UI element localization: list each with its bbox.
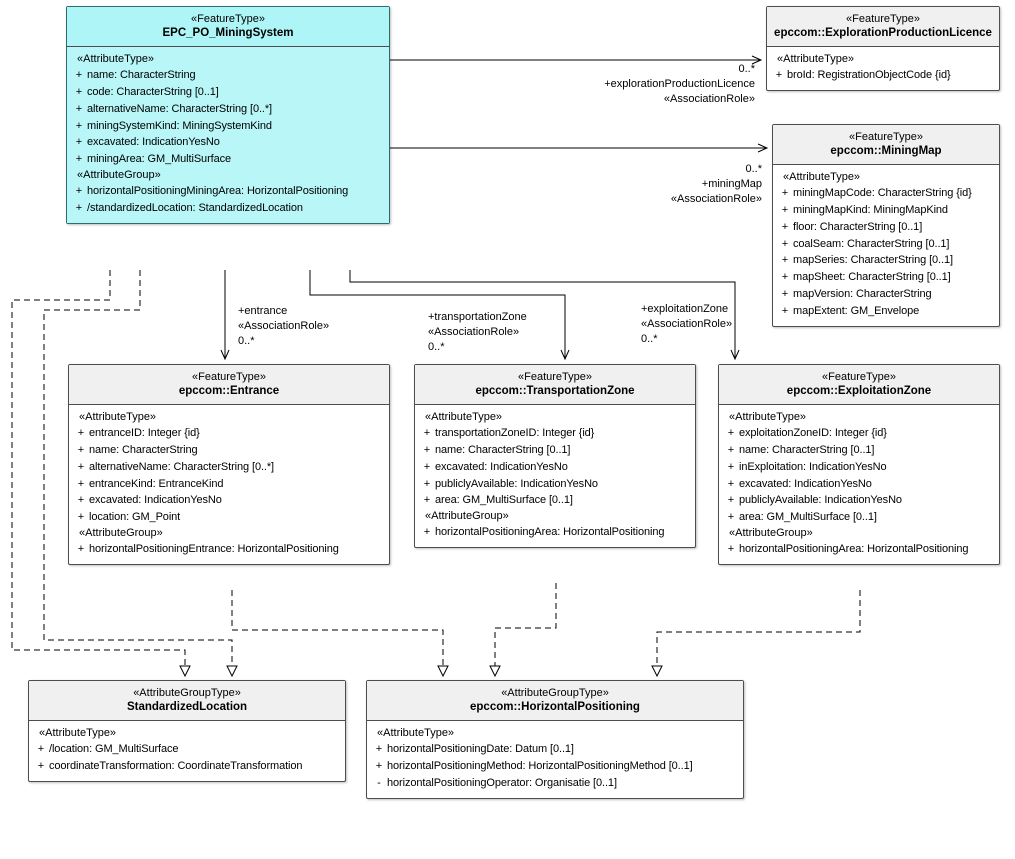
class-header	[69, 365, 389, 405]
class-name: epccom::Entrance	[178, 385, 280, 397]
attribute-text: broId: RegistrationObjectCode {id}	[787, 69, 951, 81]
role-stereotype: «AssociationRole»	[670, 192, 762, 205]
visibility: +	[375, 743, 383, 755]
visibility: +	[727, 511, 735, 524]
visibility: +	[75, 69, 83, 81]
visibility: +	[775, 69, 783, 81]
role-stereotype: «AssociationRole»	[428, 325, 520, 338]
attribute-row	[71, 200, 385, 217]
attribute-text: transportationZoneID: Integer {id}	[435, 427, 595, 439]
attribute-row	[777, 185, 995, 202]
role-name: +entrance	[238, 305, 288, 317]
role-stereotype: «AssociationRole»	[663, 92, 755, 105]
role-name: +explorationProductionLicence	[604, 77, 755, 90]
class-stereotype: «AttributeGroupType»	[501, 687, 609, 699]
attribute-text: miningMapCode: CharacterString {id}	[793, 187, 972, 199]
attribute-row	[33, 741, 341, 758]
class-name: epccom::ExploitationZone	[786, 385, 932, 397]
attribute-group-heading: «AttributeGroup»	[79, 527, 163, 540]
attribute-text: miningArea: GM_MultiSurface	[87, 153, 232, 166]
attribute-text: horizontalPositioningArea: HorizontalPositioning	[435, 526, 665, 539]
visibility: +	[727, 460, 735, 473]
attribute-row	[71, 118, 385, 135]
attribute-text: name: CharacterString [0..1]	[739, 443, 875, 456]
visibility: +	[77, 494, 85, 507]
edge-label-mining-map	[580, 162, 762, 207]
attribute-text: horizontalPositioningDate: Datum [0..1]	[387, 743, 574, 755]
multiplicity: 0..*	[745, 163, 762, 175]
visibility: +	[781, 288, 789, 301]
visibility: +	[727, 543, 735, 556]
visibility: +	[37, 743, 45, 755]
role-stereotype: «AssociationRole»	[238, 319, 330, 332]
attribute-text: area: GM_MultiSurface [0..1]	[435, 494, 573, 507]
class-stereotype: «FeatureType»	[518, 371, 592, 383]
attribute-row	[723, 425, 995, 442]
attribute-text: horizontalPositioningOperator: Organisatie [0..1]	[387, 776, 617, 789]
attribute-text: horizontalPositioningMiningArea: HorizontalPositioning	[87, 185, 349, 198]
attribute-row	[71, 67, 385, 84]
attribute-text: horizontalPositioningArea: HorizontalPositioning	[739, 543, 969, 556]
visibility: +	[727, 477, 735, 490]
visibility: +	[423, 526, 431, 539]
visibility: +	[423, 460, 431, 473]
attribute-group-heading: «AttributeGroup»	[729, 527, 813, 540]
attribute-row	[73, 509, 385, 526]
visibility: +	[423, 443, 431, 456]
attribute-group-heading: «AttributeType»	[377, 727, 455, 739]
attribute-text: entranceID: Integer {id}	[89, 427, 200, 439]
attribute-text: mapVersion: CharacterString	[793, 288, 932, 301]
attribute-text: alternativeName: CharacterString [0..*]	[87, 102, 273, 115]
attribute-row	[73, 442, 385, 459]
class-header	[67, 7, 389, 47]
class-epc-po-miningsystem[interactable]	[66, 6, 390, 224]
attribute-group-heading: «AttributeGroup»	[77, 169, 161, 182]
attribute-text: coordinateTransformation: CoordinateTransformation	[49, 759, 303, 772]
edge-label-transportation-zone	[428, 310, 527, 355]
attribute-row	[723, 541, 995, 558]
role-name: +miningMap	[701, 177, 762, 190]
class-body	[67, 47, 389, 223]
visibility: +	[75, 185, 83, 198]
attribute-row	[723, 492, 995, 509]
attribute-row	[371, 758, 739, 775]
attribute-row	[777, 269, 995, 286]
attribute-row	[777, 303, 995, 320]
attribute-text: publiclyAvailable: IndicationYesNo	[739, 494, 902, 507]
class-name: epccom::TransportationZone	[475, 385, 635, 397]
attribute-row	[723, 442, 995, 459]
attribute-row	[777, 252, 995, 269]
visibility: +	[781, 220, 789, 233]
class-body	[415, 405, 695, 547]
attribute-text: excavated: IndicationYesNo	[89, 494, 222, 507]
attribute-text: excavated: IndicationYesNo	[435, 460, 568, 473]
attribute-row	[371, 775, 739, 792]
role-name: +exploitationZone	[641, 303, 729, 315]
attribute-text: /location: GM_MultiSurface	[49, 743, 179, 755]
multiplicity: 0..*	[641, 332, 658, 345]
attribute-row	[73, 476, 385, 493]
attribute-row	[73, 492, 385, 509]
class-stereotype: «FeatureType»	[822, 371, 896, 383]
attribute-row	[71, 134, 385, 151]
attribute-row	[419, 459, 691, 476]
class-header	[773, 125, 999, 165]
attribute-group-heading: «AttributeGroup»	[425, 510, 509, 523]
class-name: StandardizedLocation	[126, 701, 248, 713]
class-body	[69, 405, 389, 564]
attribute-text: name: CharacterString [0..1]	[435, 443, 571, 456]
attribute-row	[723, 459, 995, 476]
role-stereotype: «AssociationRole»	[641, 317, 733, 330]
edge-label-exploration-production-licence	[560, 62, 755, 107]
attribute-group-heading: «AttributeType»	[777, 53, 855, 65]
edge-label-exploitation-zone	[641, 302, 732, 347]
attribute-row	[71, 101, 385, 118]
visibility: -	[377, 776, 381, 789]
visibility: +	[75, 102, 83, 115]
class-stereotype: «AttributeGroupType»	[133, 687, 241, 699]
attribute-text: publiclyAvailable: IndicationYesNo	[435, 477, 598, 490]
attribute-row	[71, 84, 385, 101]
class-exploitation-zone[interactable]	[718, 364, 1000, 565]
attribute-text: location: GM_Point	[89, 511, 181, 524]
class-entrance[interactable]	[68, 364, 390, 565]
multiplicity: 0..*	[238, 334, 255, 347]
visibility: +	[781, 187, 789, 199]
attribute-group-heading: «AttributeType»	[783, 171, 861, 183]
class-name: epccom::ExplorationProductionLicence	[774, 27, 992, 39]
class-transportation-zone[interactable]	[414, 364, 696, 548]
attribute-row	[73, 541, 385, 558]
visibility: +	[77, 460, 85, 473]
attribute-text: floor: CharacterString [0..1]	[793, 220, 923, 233]
attribute-text: entranceKind: EntranceKind	[89, 477, 224, 490]
visibility: +	[75, 136, 83, 149]
attribute-row	[419, 492, 691, 509]
attribute-text: excavated: IndicationYesNo	[739, 477, 872, 490]
visibility: +	[781, 237, 789, 250]
visibility: +	[781, 271, 789, 284]
visibility: +	[727, 443, 735, 456]
visibility: +	[727, 427, 735, 439]
class-header	[719, 365, 999, 405]
attribute-row	[73, 459, 385, 476]
attribute-row	[723, 509, 995, 526]
visibility: +	[75, 85, 83, 98]
visibility: +	[77, 427, 85, 439]
class-name: EPC_PO_MiningSystem	[162, 27, 294, 39]
class-header	[367, 681, 743, 721]
visibility: +	[727, 494, 735, 507]
visibility: +	[75, 201, 83, 214]
attribute-text: area: GM_MultiSurface [0..1]	[739, 511, 877, 524]
attribute-text: horizontalPositioningMethod: HorizontalPositioningMethod [0..1]	[387, 759, 693, 772]
class-mining-map[interactable]	[772, 124, 1000, 327]
visibility: +	[77, 511, 85, 524]
attribute-text: alternativeName: CharacterString [0..*]	[89, 460, 275, 473]
attribute-row	[771, 67, 995, 84]
class-name: epccom::HorizontalPositioning	[470, 701, 640, 713]
class-stereotype: «FeatureType»	[192, 371, 266, 383]
class-stereotype: «FeatureType»	[849, 131, 923, 143]
visibility: +	[781, 254, 789, 267]
visibility: +	[75, 119, 83, 132]
attribute-group-heading: «AttributeType»	[425, 411, 503, 423]
visibility: +	[77, 543, 85, 556]
attribute-text: name: CharacterString	[87, 69, 196, 81]
attribute-text: miningMapKind: MiningMapKind	[793, 203, 948, 216]
class-body	[773, 165, 999, 326]
class-stereotype: «FeatureType»	[846, 13, 920, 25]
attribute-group-heading: «AttributeType»	[79, 411, 157, 423]
class-header	[415, 365, 695, 405]
visibility: +	[423, 477, 431, 490]
attribute-row	[419, 476, 691, 493]
class-name: epccom::MiningMap	[830, 145, 942, 157]
attribute-group-heading: «AttributeType»	[729, 411, 807, 423]
multiplicity: 0..*	[428, 340, 445, 353]
attribute-text: mapSheet: CharacterString [0..1]	[793, 271, 951, 284]
attribute-row	[777, 219, 995, 236]
visibility: +	[781, 203, 789, 216]
attribute-text: /standardizedLocation: StandardizedLocation	[87, 201, 303, 214]
attribute-text: mapExtent: GM_Envelope	[793, 304, 920, 317]
role-name: +transportationZone	[428, 311, 527, 323]
multiplicity: 0..*	[738, 63, 755, 75]
class-body	[719, 405, 999, 564]
class-body	[29, 721, 345, 781]
visibility: +	[423, 494, 431, 507]
attribute-text: exploitationZoneID: Integer {id}	[739, 427, 887, 439]
class-header	[767, 7, 999, 47]
attribute-row	[723, 476, 995, 493]
class-body	[767, 47, 999, 90]
visibility: +	[781, 304, 789, 317]
attribute-row	[419, 524, 691, 541]
attribute-row	[777, 236, 995, 253]
attribute-text: miningSystemKind: MiningSystemKind	[87, 119, 272, 132]
attribute-row	[777, 286, 995, 303]
edge-label-entrance	[238, 304, 329, 349]
attribute-text: mapSeries: CharacterString [0..1]	[793, 254, 953, 267]
visibility: +	[423, 427, 431, 439]
visibility: +	[375, 759, 383, 772]
attribute-row	[419, 442, 691, 459]
visibility: +	[75, 153, 83, 166]
attribute-text: horizontalPositioningEntrance: HorizontalPositioning	[89, 543, 339, 556]
attribute-row	[71, 151, 385, 168]
visibility: +	[37, 759, 45, 772]
attribute-row	[71, 183, 385, 200]
class-standardized-location[interactable]	[28, 680, 346, 782]
class-horizontal-positioning[interactable]	[366, 680, 744, 799]
attribute-row	[73, 425, 385, 442]
class-exploration-production-licence[interactable]	[766, 6, 1000, 91]
visibility: +	[77, 443, 85, 456]
class-body	[367, 721, 743, 798]
visibility: +	[77, 477, 85, 490]
attribute-text: code: CharacterString [0..1]	[87, 85, 219, 98]
attribute-text: name: CharacterString	[89, 443, 198, 456]
attribute-row	[419, 425, 691, 442]
attribute-text: inExploitation: IndicationYesNo	[739, 460, 887, 473]
attribute-group-heading: «AttributeType»	[77, 53, 155, 65]
attribute-row	[33, 758, 341, 775]
class-header	[29, 681, 345, 721]
attribute-row	[777, 202, 995, 219]
attribute-group-heading: «AttributeType»	[39, 727, 117, 739]
class-stereotype: «FeatureType»	[191, 13, 265, 25]
attribute-text: coalSeam: CharacterString [0..1]	[793, 237, 950, 250]
attribute-row	[371, 741, 739, 758]
attribute-text: excavated: IndicationYesNo	[87, 136, 220, 149]
